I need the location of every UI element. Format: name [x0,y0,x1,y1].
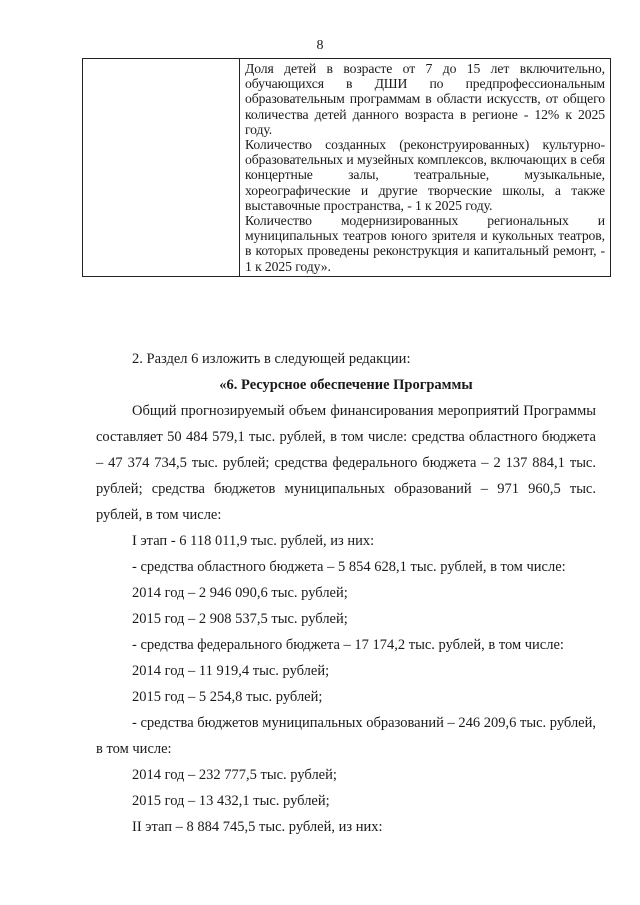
indicator-cultural-complexes: Количество созданных (реконструированных) культурно-образовательных и музейных комплексов, включающих в себя концертные залы, театральные, музыкальные, хореографические и другие творческие школы, а также выставочные пространства, - 1 к 2025 году. [245,137,605,213]
federal-budget: - средства федерального бюджета – 17 174,2 тыс. рублей, в том числе: [132,637,564,653]
financing-intro: Общий прогнозируемый объем финансирования мероприятий Программы составляет 50 484 579,1 тыс. рублей, в том числе: средства областного бюджета – 47 374 734,5 тыс. рублей; средства федерального бюджета – 2 137 884,1 тыс. рублей; средства бюджетов муниципальных образований – 971 960,5 тыс. рублей, в том числе: [96,403,596,523]
federal-2015: 2015 год – 5 254,8 тыс. рублей; [132,689,323,705]
section-heading: «6. Ресурсное обеспечение Программы [219,377,473,393]
table-right-cell [240,59,611,277]
stage-1: I этап - 6 118 011,9 тыс. рублей, из них: [132,533,375,549]
indicator-theatres: Количество модернизированных региональных и муниципальных театров юного зрителя и кукольных театров, в которых проведены реконструкция и капитальный ремонт, - 1 к 2025 году». [245,213,605,274]
regional-budget: - средства областного бюджета – 5 854 628,1 тыс. рублей, в том числе: [132,559,566,575]
indicators-table [82,58,611,277]
stage-2: II этап – 8 884 745,5 тыс. рублей, из них: [132,819,383,835]
regional-2014: 2014 год – 2 946 090,6 тыс. рублей; [132,585,348,601]
table-left-cell [83,59,240,277]
document-body [96,346,596,840]
municipal-2014: 2014 год – 232 777,5 тыс. рублей; [132,767,337,783]
indicator-dshi-share: Доля детей в возрасте от 7 до 15 лет включительно, обучающихся в ДШИ по предпрофессиональным образовательным программам в области искусств, от общего количества детей данного возраста в регионе - 12% к 2025 году. [245,61,605,137]
regional-2015: 2015 год – 2 908 537,5 тыс. рублей; [132,611,348,627]
item-2: 2. Раздел 6 изложить в следующей редакции: [132,351,411,367]
page-number: 8 [316,38,324,53]
municipal-2015: 2015 год – 13 432,1 тыс. рублей; [132,793,330,809]
municipal-budget: - средства бюджетов муниципальных образований – 246 209,6 тыс. рублей, в том числе: [96,715,596,757]
federal-2014: 2014 год – 11 919,4 тыс. рублей; [132,663,330,679]
